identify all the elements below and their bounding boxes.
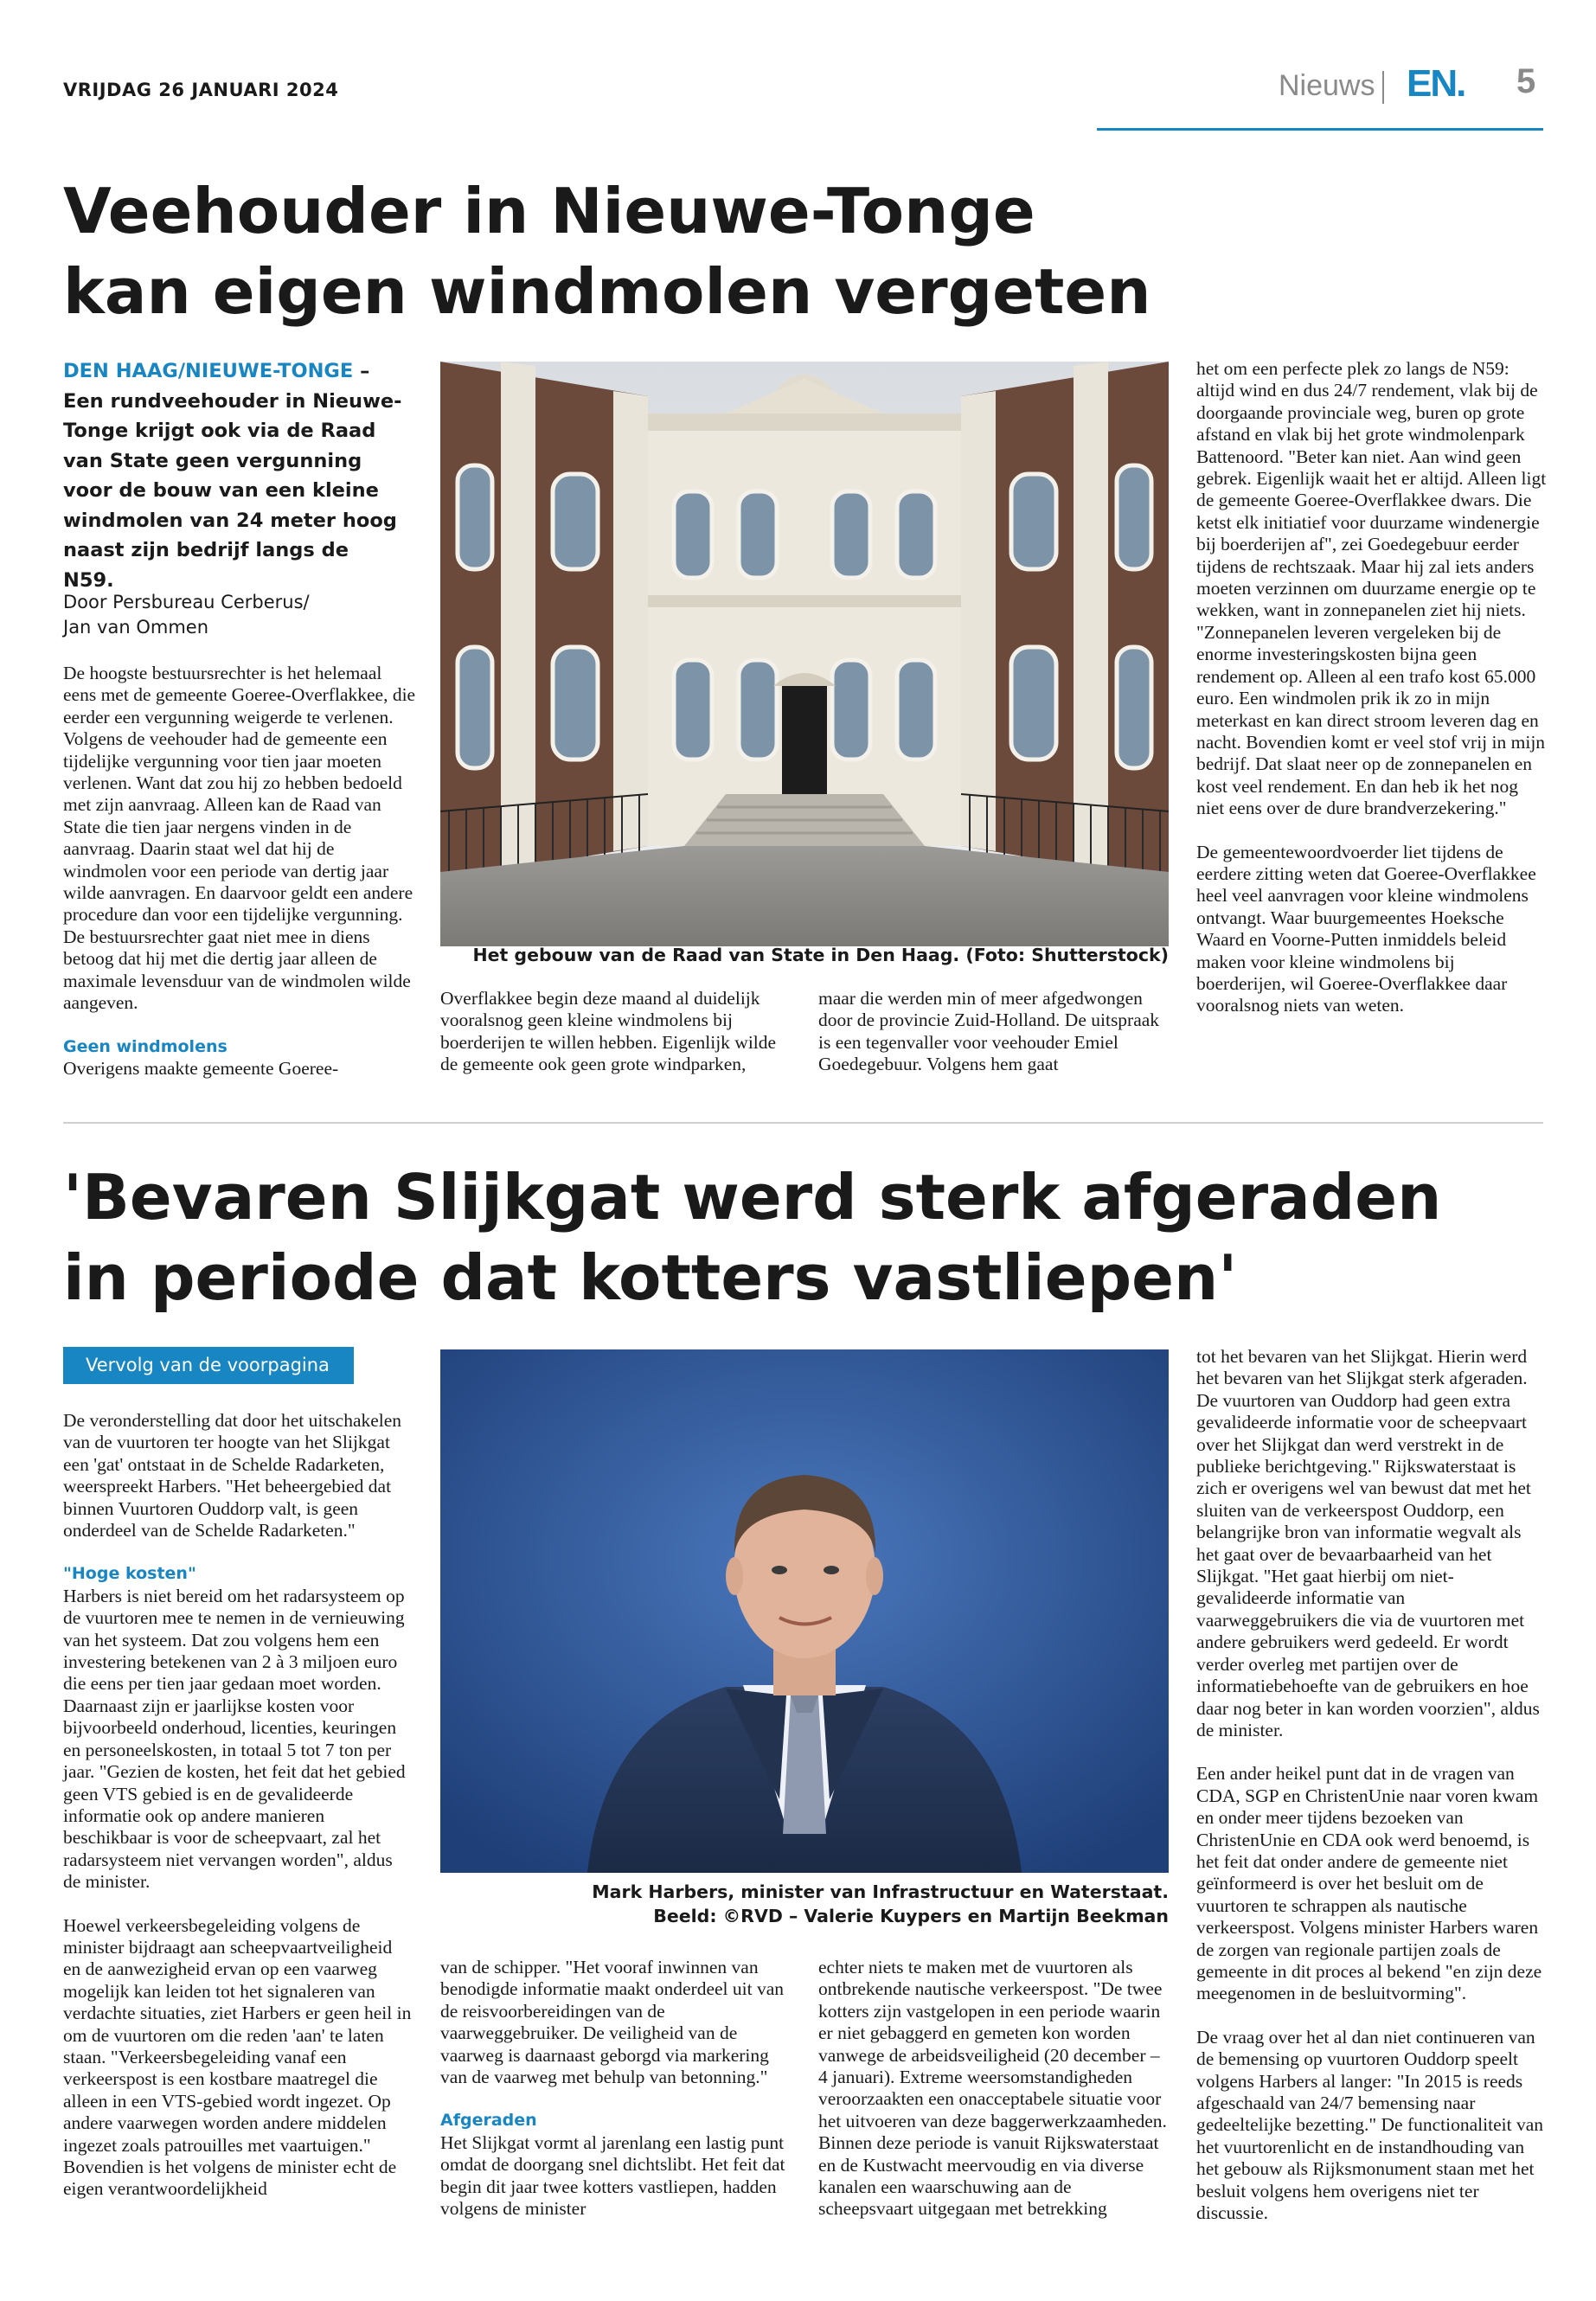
lead-text: Een rundveehouder in Nieuwe-Tonge krijgt ook via de Raad van State geen vergunning voor de bouw van een kleine windmolen van 24 meter hoog naast zijn bedrijf langs de N59.: [63, 389, 402, 592]
paragraph: De veronderstelling dat door het uitschakelen van de vuurtoren ter hoogte van het Slijkgat een 'gat' ontstaat in de Schelde Radarketen, weerspreekt Harbers. "Het beheergebied dat binnen Vuurtoren Ouddorp valt, is geen onderdeel van de Schelde Radarketen.": [63, 1410, 402, 1541]
byline-line: Jan van Ommen: [63, 617, 208, 638]
header-rule: [1097, 128, 1543, 131]
article1-column-3: [818, 988, 1169, 1076]
paragraph: De gemeentewoordvoerder liet tijdens de eerdere zitting weten dat Goeree-Overflakkee heel veel aanvragen voor kleine windmolens ontvangt. Waar buurgemeentes Hoeksche Waard en Voorne-Putten inmiddels beleid maken voor kleine windmolens bij boerderijen, wil Goeree-Overflakkee daar vooralsnog niets van weten.: [1196, 841, 1536, 1016]
issue-date: VRIJDAG 26 JANUARI 2024: [63, 80, 339, 100]
page-number: 5: [1516, 62, 1536, 100]
byline-line: Door Persbureau Cerberus/: [63, 592, 310, 612]
paragraph: Een ander heikel punt dat in de vragen van CDA, SGP en ChristenUnie naar voren kwam en onder meer tijdens bezoeken van ChristenUnie en CDA ook werd benoemd, is het feit dat onder andere de gemeente niet geïnformeerd is over het besluit om de vuurtoren te schrappen als nautische verkeerspost. Volgens minister Harbers waren de zorgen van regionale partijen zoals de gemeente in dit proces al bekend "en zijn deze meegenomen in de besluitvorming".: [1196, 1763, 1542, 2004]
paragraph: Overigens maakte gemeente Goeree-: [63, 1057, 339, 1079]
paragraph: De vraag over het al dan niet continueren van de bemensing op vuurtoren Ouddorp speelt volgens Harbers al langer: "In 2015 is reeds afgeschaald van 24/7 bemensing naar gedeeltelijke bezetting." De functionaliteit van het vuurtorenlicht en de instandhouding van het gebouw als Rijksmonument staan met het besluit volgens hem overigens niet ter discussie.: [1196, 2026, 1543, 2224]
article2-column-2: [440, 1957, 791, 2220]
subhead: "Hoge kosten": [63, 1564, 196, 1584]
paragraph: het om een perfecte plek zo langs de N59: altijd wind en dus 24/7 rendement, vlak bij de doorgaande provinciale weg, buren op grote afstand en vlak bij het grote windmolenpark Battenoord. "Beter kan niet. Aan wind geen gebrek. Eigenlijk waait het er altijd. Alleen ligt de gemeente Goeree-Overflakkee dwars. Die ketst elk initiatief voor duurzame windenergie bij boerderijen af", zei Goedegebuur eerder tijdens de rechtszaak. Maar hij zal iets anders moeten verzinnen om duurzame energie op te wekken, want in zonnepanelen ziet hij niets. "Zonnepanelen leveren vergeleken bij de enorme investeringskosten bijna geen rendement op. Alleen al een trafo kost 65.000 euro. Een windmolen prik ik zo in mijn meterkast en kan direct stroom leveren dag en nacht. Bovendien komt er veel stof vrij in mijn bedrijf. Dat slaat neer op de zonnepanelen en kost veel rendement. En dan heb ik het nog niet eens over de dure brandverzekering.": [1196, 358, 1547, 819]
article2-column-1: [63, 1410, 413, 2201]
newspaper-logo: EN.: [1407, 62, 1465, 105]
header-separator: [1382, 71, 1384, 104]
article1-column-1: [63, 663, 418, 1080]
article2-column-4: [1196, 1346, 1547, 2224]
photo2-caption: [440, 1880, 1169, 1928]
subhead: Afgeraden: [440, 2111, 537, 2131]
paragraph: Het Slijkgat vormt al jarenlang een lastig punt omdat de doorgang snel dichtslibt. Het feit dat begin dit jaar twee kotters vastliepen, hadden volgens de minister: [440, 2131, 785, 2220]
paragraph: tot het bevaren van het Slijkgat. Hierin werd het bevaren van het Slijkgat sterk afgeraden. De vuurtoren van Ouddorp had geen extra gevalideerde informatie voor de scheepvaart over het Slijkgat dan werd verstrekt in de publieke berichtgeving." Rijkswaterstaat is zich er overigens wel van bewust dat met het sluiten van de verkeerspost Ouddorp, een belangrijke bron van informatie wegvalt als het gaat over de bevaarbaarheid van het Slijkgat. "Het gaat hierbij om niet-gevalideerde informatie van vaarweggebruikers die via de vuurtoren met andere gebruikers werd gedeeld. Er wordt verder overleg met partijen over de informatiebehoefte van de gebruikers en hoe daar nog beter in kan worden voorzien", aldus de minister.: [1196, 1346, 1540, 1740]
paragraph: Overflakkee begin deze maand al duidelijk vooralsnog geen kleine windmolens bij boerderijen te willen hebben. Eigenlijk wilde de gemeente ook geen grote windparken,: [440, 988, 777, 1075]
headline-line: in periode dat kotters vastliepen': [63, 1241, 1238, 1314]
continuation-tag: Vervolg van de voorpagina: [63, 1347, 354, 1384]
paragraph: van de schipper. "Het vooraf inwinnen van benodigde informatie maakt onderdeel uit van de reisvoorbereidingen van de vaarweggebruiker. De veiligheid van de vaarweg is daarnaast geborgd via markering van de vaarweg met behulp van betonning.": [440, 1957, 785, 2088]
subhead: Geen windmolens: [63, 1036, 228, 1056]
headline-line: Veehouder in Nieuwe-Tonge: [63, 175, 1035, 247]
headline-line: 'Bevaren Slijkgat werd sterk afgeraden: [63, 1161, 1442, 1234]
headline-line: kan eigen windmolen vergeten: [63, 255, 1151, 328]
article-divider: [63, 1122, 1543, 1124]
photo1-caption: Het gebouw van de Raad van State in Den Haag. (Foto: Shutterstock): [472, 945, 1169, 965]
byline: [63, 590, 409, 640]
paragraph: Harbers is niet bereid om het radarsysteem op de vuurtoren mee te nemen in de vernieuwing van het systeem. Dat zou volgens hem een investering betekenen van 2 à 3 miljoen euro die eens per tien jaar gedaan moet worden. Daarnaast zijn er jaarlijkse kosten voor bijvoorbeeld onderhoud, licenties, keuringen en personeelskosten, in totaal 5 tot 7 ton per jaar. "Gezien de kosten, het feit dat het gebied geen VTS gebied is en de gevalideerde informatie ook op andere manieren beschikbaar is voor de scheepvaart, zal het radarsysteem niet vervangen worden", aldus de minister.: [63, 1585, 406, 1893]
paragraph: echter niets te maken met de vuurtoren als ontbrekende nautische verkeerspost. "De twee kotters zijn vastgelopen in een periode waarin er niet gebaggerd en gemeten kon worden vanwege de arbeidsveiligheid (20 december – 4 januari). Extreme weersomstandigheden veroorzaakten een onacceptabele situatie voor het uitvoeren van deze baggerwerkzaamheden. Binnen deze periode is vanuit Rijkswaterstaat en de Kustwacht meervoudig en via diverse kanalen een waarschuwing aan de scheepsvaart uitgegaan met betrekking: [818, 1957, 1167, 2220]
paragraph: De hoogste bestuursrechter is het helemaal eens met de gemeente Goeree-Overflakkee, die eerder een vergunning weigerde te verlenen. Volgens de veehouder had de gemeente een tijdelijke vergunning voor tien jaar moeten verlenen. Want dat zou hij zo hebben bedoeld met zijn aanvraag. Alleen kan de Raad van State die tien jaar nergens vinden in de aanvraag. Daarin staat wel dat hij de windmolen voor een periode van dertig jaar wilde aanvragen. En daarvoor geldt een andere procedure dan voor een tijdelijke vergunning. De bestuursrechter gaat niet mee in diens betoog dat hij met die dertig jaar alleen de maximale levensduur van de windmolen wilde aangeven.: [63, 663, 416, 1014]
section-label: Nieuws: [1279, 69, 1375, 102]
paragraph: Hoewel verkeersbegeleiding volgens de minister bijdraagt aan scheepvaartveiligheid en de aanwezigheid ervan op een vaarweg mogelijk kan leiden tot het signaleren van verdachte situaties, ziet Harbers er geen heil in om de vuurtoren om die reden 'aan' te laten staan. "Verkeersbegeleiding vanaf een verkeerspost is een kostbare maatregel die alleen in een VTS-gebied wordt ingezet. Op andere vaarwegen worden andere middelen ingezet zoals patrouilles met vaartuigen." Bovendien is het volgens de minister echt de eigen verantwoordelijkheid: [63, 1914, 412, 2200]
paragraph: maar die werden min of meer afgedwongen door de provincie Zuid-Holland. De uitspraak is een tegenvaller voor veehouder Emiel Goedegebuur. Volgens hem gaat: [818, 988, 1160, 1075]
article2-headline: [63, 1157, 1534, 1318]
raad-van-state-photo: [440, 362, 1169, 946]
article1-headline: [63, 171, 1534, 332]
article1-column-2: [440, 988, 791, 1076]
article2-column-3: [818, 1957, 1169, 2221]
caption-line: Mark Harbers, minister van Infrastructuur en Waterstaat.: [592, 1881, 1169, 1902]
caption-line: Beeld: ©RVD – Valerie Kuypers en Martijn Beekman: [653, 1906, 1169, 1926]
article1-lead: DEN HAAG/NIEUWE-TONGE – Een rundveehouder in Nieuwe-Tonge krijgt ook via de Raad van State geen vergunning voor de bouw van een kleine windmolen van 24 meter hoog naast zijn bedrijf langs de N59.: [63, 360, 402, 592]
article1-column-4: [1196, 358, 1547, 1017]
minister-portrait-photo: [440, 1349, 1169, 1873]
dateline: DEN HAAG/NIEUWE-TONGE: [63, 360, 354, 382]
